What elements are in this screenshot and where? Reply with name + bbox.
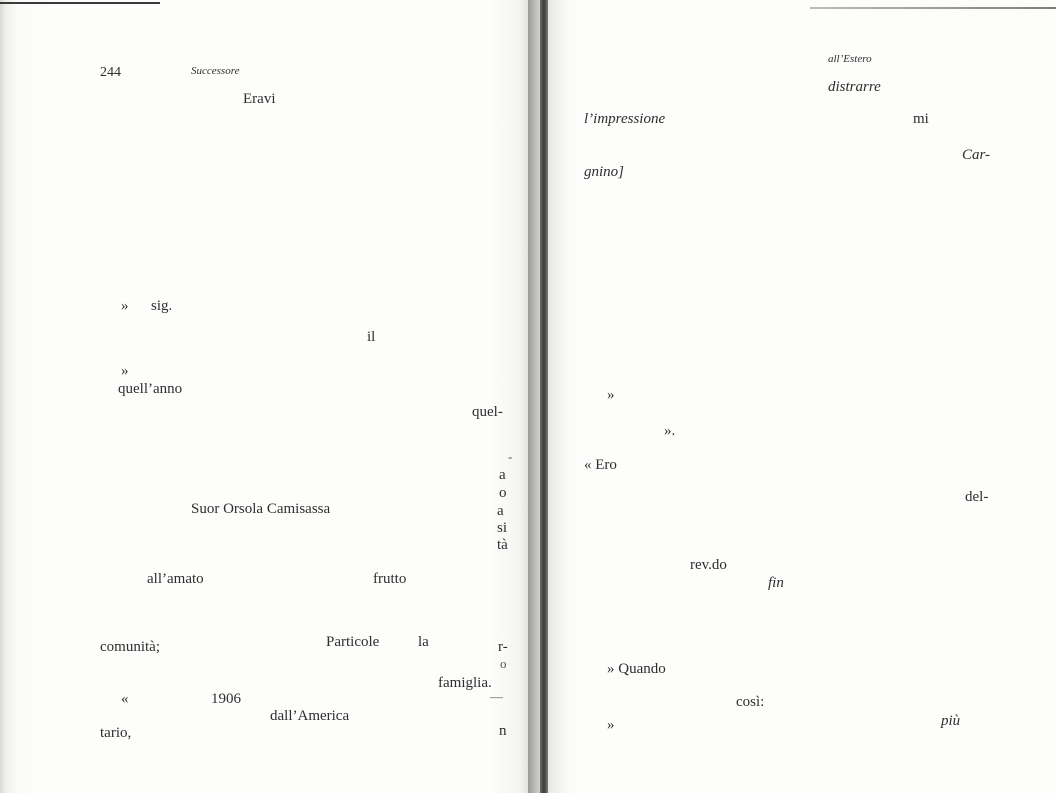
word-suor-orsola-camisassa: Suor Orsola Camisassa [191, 501, 331, 517]
word-distrarre: distrarre [828, 79, 881, 95]
margin-fragment: - [508, 449, 513, 464]
margin-fragment: — [490, 689, 503, 704]
margin-fragment: o [499, 485, 507, 501]
guillemet: » [121, 363, 129, 379]
margin-fragment: si [497, 520, 508, 536]
guillemet: ». [664, 423, 676, 439]
right-page [528, 0, 1056, 793]
word-eravi: Eravi [243, 91, 276, 107]
word-frutto: frutto [373, 571, 407, 587]
word-all-estero: all’Estero [828, 53, 872, 65]
word-l-impressione: l’impressione [584, 111, 666, 127]
word-quando: » Quando [607, 661, 666, 677]
word-dall-america: dall’America [270, 708, 350, 724]
word-rev-do: rev.do [690, 557, 727, 573]
word-particole: Particole [326, 634, 380, 650]
guillemet: » [607, 387, 615, 403]
book-gutter [540, 0, 548, 793]
word-la: la [418, 634, 429, 650]
guillemet: « [121, 691, 129, 707]
page-number: 244 [100, 65, 121, 80]
word-comunita: comunità; [100, 639, 160, 655]
word-all-amato: all’amato [147, 571, 204, 587]
margin-fragment: tà [497, 537, 508, 553]
word-il: il [367, 329, 376, 345]
running-head: Successore [191, 65, 240, 77]
word-gnino: gnino] [584, 164, 625, 180]
margin-fragment: o [500, 656, 507, 671]
word-quell-anno: quell’anno [118, 381, 183, 397]
word-ero: « Ero [584, 457, 617, 473]
word-year: 1906 [211, 691, 241, 707]
margin-fragment: a [499, 467, 506, 483]
margin-fragment: r- [498, 639, 508, 655]
word-car: Car- [962, 147, 991, 163]
word-mi: mi [913, 111, 929, 127]
top-rule [0, 2, 160, 4]
word-sig: sig. [151, 298, 173, 314]
guillemet: » [121, 298, 129, 314]
word-tario: tario, [100, 725, 132, 741]
top-rule [810, 7, 1056, 9]
margin-fragment: n [499, 723, 507, 739]
word-piu: più [941, 713, 961, 729]
word-famiglia: famiglia. [438, 675, 492, 691]
word-del: del- [965, 489, 989, 505]
word-quel: quel- [472, 404, 503, 420]
word-fin: fin [768, 575, 784, 591]
word-cosi: così: [736, 694, 765, 710]
guillemet: » [607, 717, 615, 733]
margin-fragment: a [497, 503, 504, 519]
